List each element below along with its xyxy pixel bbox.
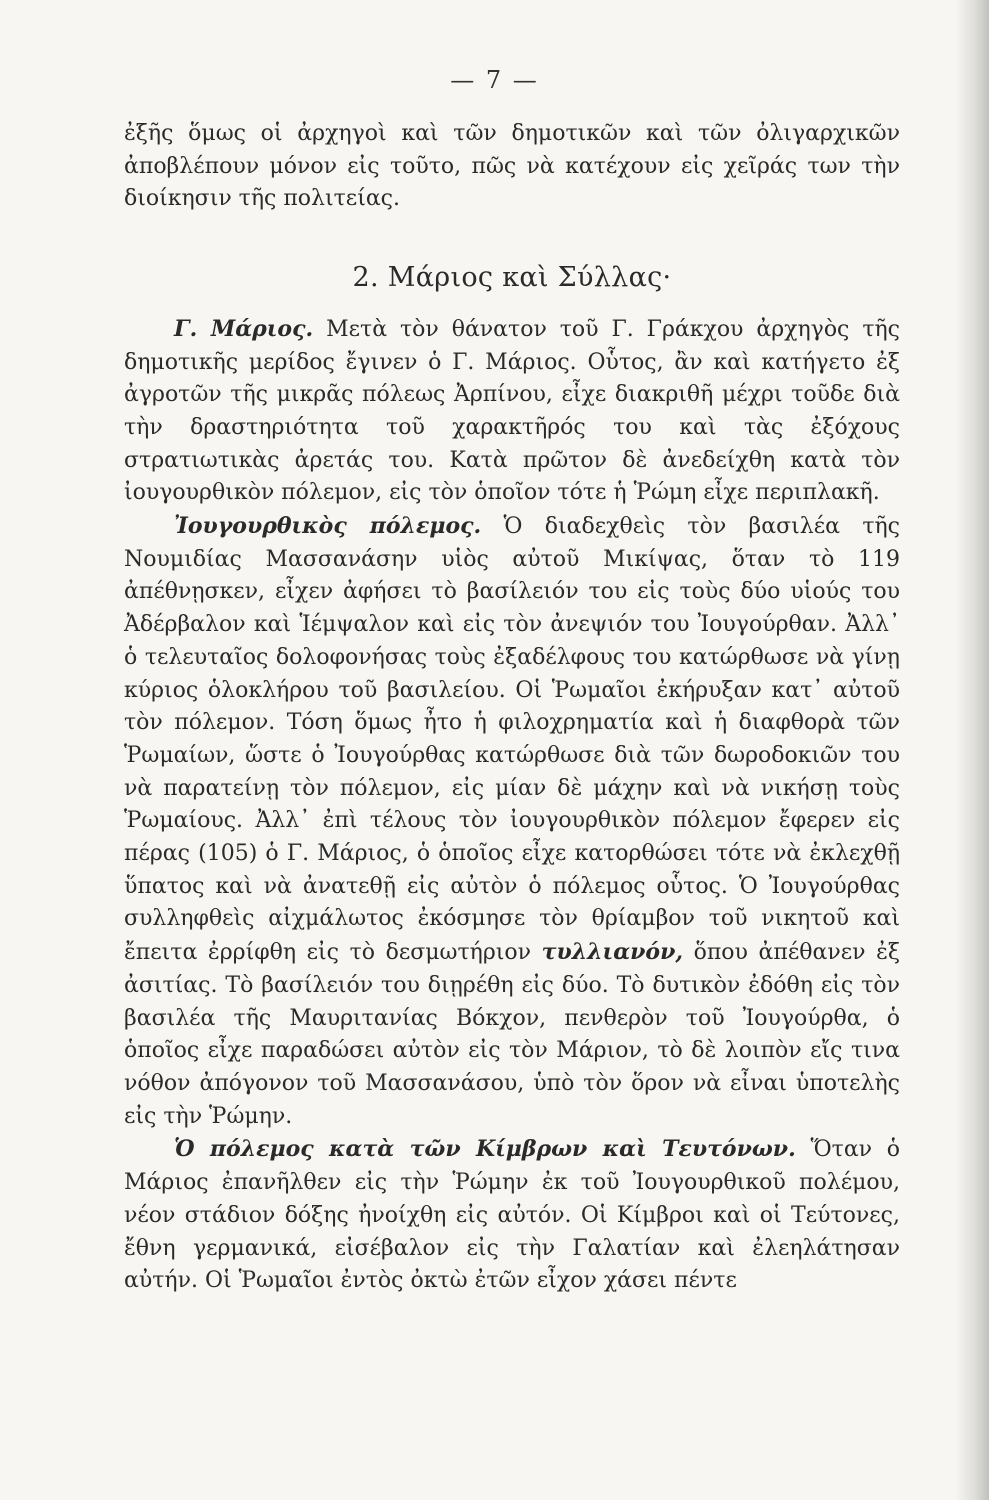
paragraph-text: Ὅταν ὁ Μάριος ἐπανῆλθεν εἰς τὴν Ῥώμην ἐκ τοῦ Ἰουγουρθικοῦ πολέμου, νέον στάδιον δόξης ἠνοίχθη εἰς αὐτόν. Οἱ Κίμβροι καὶ οἱ Τεύτονες, ἔθνη γερμανικά, εἰσέβαλον εἰς τὴν Γαλατίαν καὶ ἐλεηλάτησαν αὐτήν. Οἱ Ῥωμαῖοι ἐντὸς ὀκτὼ ἐτῶν εἶχον χάσει πέντε xyxy=(124,1137,901,1294)
section-title: 2. Μάριος καὶ Σύλλας· xyxy=(352,262,672,294)
emphasis-term: τυλλιανόν, xyxy=(541,939,683,966)
page-number: — 7 — xyxy=(450,66,539,94)
paragraph-marios xyxy=(124,313,900,510)
paragraph-text: Ὁ διαδεχθεὶς τὸν βασιλέα τῆς Νουμιδίας Μασσανάσην υἱὸς αὐτοῦ Μικίψας, ὅταν τὸ 119 ἀπέθνῃσκεν, εἶχεν ἀφήσει τὸ βασίλειόν του εἰς τοὺς δύο υἱούς του Ἀδέρβαλον καὶ Ἱέμψαλον καὶ εἰς τὸν ἀνεψιόν του Ἰουγούρθαν. Ἀλλ᾽ ὁ τελευταῖος δολοφονήσας τοὺς ἐξαδέλφους του κατώρθωσε νὰ γίνῃ κύριος ὁλοκλήρου τοῦ βασιλείου. Οἱ Ῥωμαῖοι ἐκήρυξαν κατ᾽ αὐτοῦ τὸν πόλεμον. Τόση ὅμως ἦτο ἡ φιλοχρηματία καὶ ἡ διαφθορὰ τῶν Ῥωμαίων, ὥστε ὁ Ἰουγούρθας κατώρθωσε διὰ τῶν δωροδοκιῶν του νὰ παρατείνῃ τὸν πόλεμον, εἰς μίαν δὲ μάχην καὶ νὰ νικήσῃ τοὺς Ῥωμαίους. Ἀλλ᾽ ἐπὶ τέλους τὸν ἰουγουρθικὸν πόλεμον ἔφερεν εἰς πέρας (105) ὁ Γ. Μάριος, ὁ ὁποῖος εἶχε κατορθώσει τότε νὰ ἐκλεχθῇ ὕπατος καὶ νὰ ἀνατεθῇ εἰς αὐτὸν ὁ πόλεμος οὗτος. Ὁ Ἰουγούρθας συλληφθεὶς αἰχμάλωτος ἐκόσμησε τὸν θρίαμβον τοῦ νικητοῦ καὶ ἔπειτα ἐρρίφθη εἰς τὸ δεσμωτήριον xyxy=(124,514,900,966)
page-edge-shadow xyxy=(955,0,989,1500)
paragraph-text: Μετὰ τὸν θάνατον τοῦ Γ. Γράκχου ἀρχηγὸς τῆς δημοτικῆς μερίδος ἔγινεν ὁ Γ. Μάριος. Οὗτος, ἂν καὶ κατήγετο ἐξ ἀγροτῶν τῆς μικρᾶς πόλεως Ἀρπίνου, εἶχε διακριθῆ μέχρι τοῦδε διὰ τὴν δραστηριότητα τοῦ χαρακτῆρός του καὶ τὰς ἐξόχους στρατιωτικὰς ἀρετάς του. Κατὰ πρῶτον δὲ ἀνεδείχθη κατὰ τὸν ἰουγουρθικὸν πόλεμον, εἰς τὸν ὁποῖον τότε ἡ Ῥώμη εἶχε περιπλακῆ. xyxy=(124,316,900,506)
intro-paragraph: ἐξῆς ὅμως οἱ ἀρχηγοὶ καὶ τῶν δημοτικῶν καὶ τῶν ὀλιγαρχικῶν ἀποβλέπουν μόνον εἰς τοῦτο, πῶς νὰ κατέχουν εἰς χεῖράς των τὴν διοίκησιν τῆς πολιτείας. xyxy=(124,121,900,212)
page-body xyxy=(124,118,900,1298)
paragraph-heading: Ὁ πόλεμος κατὰ τῶν Κίμβρων καὶ Τευτόνων. xyxy=(174,1136,796,1163)
paragraph-cimbri-teutons xyxy=(124,1133,900,1298)
paragraph-heading: Ἰουγουρθικὸς πόλεμος. xyxy=(174,513,482,540)
paragraph-jugurthine-war xyxy=(124,510,900,1133)
paragraph-heading: Γ. Μάριος. xyxy=(174,315,314,342)
paragraph-text: ὅπου ἀπέθανεν ἐξ ἀσιτίας. Τὸ βασίλειόν του διῃρέθη εἰς δύο. Τὸ δυτικὸν ἐδόθη εἰς τὸν βασιλέα τῆς Μαυριτανίας Βόκχον, πενθερὸν τοῦ Ἰουγούρθα, ὁ ὁποῖος εἶχε παραδώσει αὐτὸν εἰς τὸν Μάριον, τὸ δὲ λοιπὸν εἴς τινα νόθον ἀπόγονον τοῦ Μασσανάσου, ὑπὸ τὸν ὅρον νὰ εἶναι ὑποτελὴς εἰς τὴν Ῥώμην. xyxy=(124,940,901,1129)
